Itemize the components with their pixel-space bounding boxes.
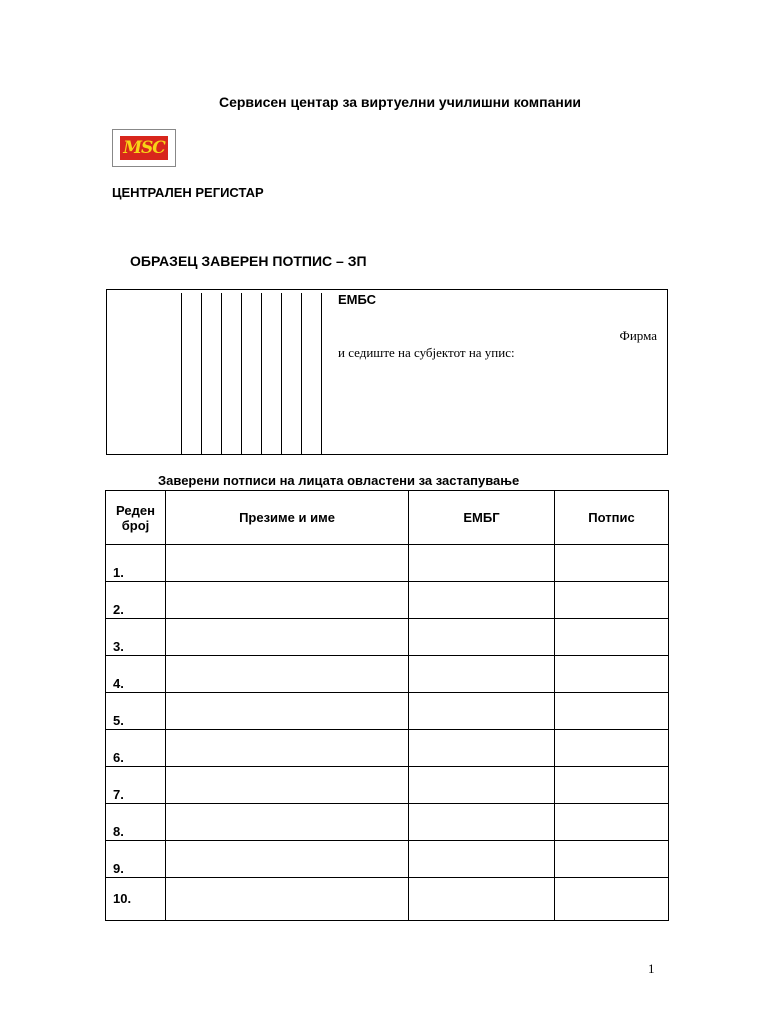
table-row [106,767,669,804]
embs-digit-cell[interactable] [202,293,222,454]
table-row [106,730,669,767]
embs-digit-cell[interactable] [262,293,282,454]
registry-title: ЦЕНТРАЛЕН РЕГИСТАР [112,185,264,200]
name-cell[interactable] [166,656,409,693]
signature-cell[interactable] [555,693,669,730]
signature-cell[interactable] [555,582,669,619]
row-number: 1. [106,545,166,582]
table-row [106,804,669,841]
signature-cell[interactable] [555,730,669,767]
embg-cell[interactable] [409,545,555,582]
signature-cell[interactable] [555,804,669,841]
embg-cell[interactable] [409,582,555,619]
logo-badge [120,136,168,160]
column-header-name: Презиме и име [166,491,409,545]
name-cell[interactable] [166,730,409,767]
embg-cell[interactable] [409,767,555,804]
signature-cell[interactable] [555,841,669,878]
logo [112,129,176,167]
embs-digit-cell[interactable] [242,293,262,454]
name-cell[interactable] [166,804,409,841]
embg-cell[interactable] [409,878,555,921]
name-cell[interactable] [166,841,409,878]
signature-cell[interactable] [555,878,669,921]
signature-cell[interactable] [555,545,669,582]
row-number: 2. [106,582,166,619]
table-row [106,619,669,656]
embg-cell[interactable] [409,841,555,878]
firma-label: Фирма [619,328,657,343]
embs-digit-cell[interactable] [182,293,202,454]
signature-cell[interactable] [555,656,669,693]
table-row [106,878,669,921]
header-title: Сервисен центар за виртуелни училишни компании [218,94,582,110]
column-header-embg: ЕМБГ [409,491,555,545]
embs-digit-cell[interactable] [282,293,302,454]
column-header-number: Реден број [106,491,166,545]
embg-cell[interactable] [409,619,555,656]
form-title: ОБРАЗЕЦ ЗАВЕРЕН ПОТПИС – ЗП [130,253,367,269]
column-header-signature: Потпис [555,491,669,545]
table-row [106,582,669,619]
embg-cell[interactable] [409,656,555,693]
row-number: 9. [106,841,166,878]
embg-cell[interactable] [409,730,555,767]
name-cell[interactable] [166,582,409,619]
table-row [106,656,669,693]
name-cell[interactable] [166,545,409,582]
embs-digit-cells [181,293,322,455]
signature-cell[interactable] [555,767,669,804]
page-number: 1 [648,961,655,976]
row-number: 7. [106,767,166,804]
table-header-row [106,491,669,545]
embs-label: ЕМБС [338,292,377,307]
row-number: 4. [106,656,166,693]
name-cell[interactable] [166,619,409,656]
embs-digit-cell[interactable] [222,293,242,454]
embs-digit-cell[interactable] [302,293,322,454]
row-number: 6. [106,730,166,767]
name-cell[interactable] [166,767,409,804]
seat-label: и седиште на субјектот на упис: [338,345,515,360]
logo-text: MSC [123,138,165,158]
table-caption: Заверени потписи на лицата овластени за застапување [158,473,520,488]
embg-cell[interactable] [409,693,555,730]
signature-cell[interactable] [555,619,669,656]
table-row [106,693,669,730]
table-row [106,545,669,582]
signatures-table [105,490,669,921]
row-number: 3. [106,619,166,656]
name-cell[interactable] [166,693,409,730]
row-number: 10. [106,878,166,921]
row-number: 5. [106,693,166,730]
company-info-box [106,289,668,455]
embg-cell[interactable] [409,804,555,841]
name-cell[interactable] [166,878,409,921]
row-number: 8. [106,804,166,841]
table-row [106,841,669,878]
